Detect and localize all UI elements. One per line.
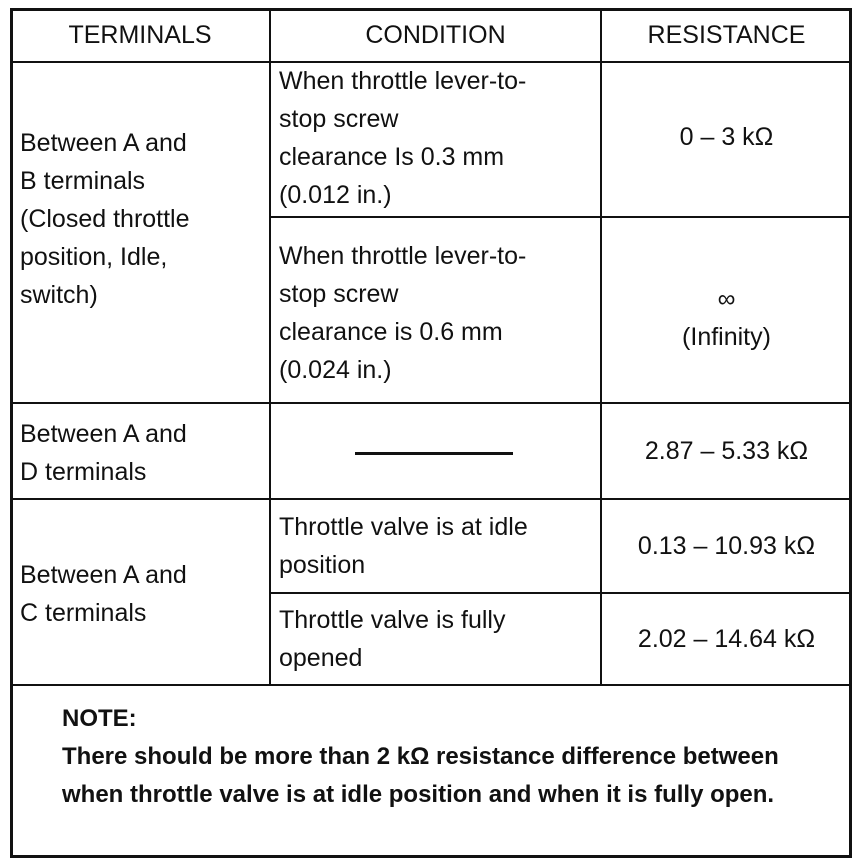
row1b-condition-line: stop screw — [279, 280, 399, 308]
col1-rule — [269, 8, 271, 685]
header-resistance: RESISTANCE — [647, 21, 806, 49]
row1b-condition-line: clearance is 0.6 mm — [279, 318, 503, 346]
row1a-condition-line: stop screw — [279, 105, 399, 133]
row1a-condition-line: When throttle lever-to- — [279, 67, 527, 95]
row3a-condition-line: Throttle valve is at idle — [279, 513, 528, 541]
row1b-condition-line: (0.024 in.) — [279, 356, 392, 384]
note-text: There should be more than 2 kΩ resistance difference between when throttle valve is at idle position and when it is fully open. — [62, 743, 779, 808]
row1b-resistance-text: (Infinity) — [682, 323, 771, 351]
row1-terminals-line: position, Idle, — [20, 243, 168, 271]
row3-terminals-line: C terminals — [20, 599, 147, 627]
row2-condition-dash — [355, 452, 513, 455]
header-condition: CONDITION — [365, 21, 506, 49]
header-terminals: TERMINALS — [68, 21, 212, 49]
row1a-condition-line: clearance Is 0.3 mm — [279, 143, 505, 171]
row3b-resistance: 2.02 – 14.64 kΩ — [637, 625, 816, 653]
table-bottom-rule — [10, 684, 852, 686]
row3a-resistance: 0.13 – 10.93 kΩ — [637, 532, 816, 560]
row1b-resistance-symbol: ∞ — [717, 285, 736, 313]
row1-terminals-line: Between A and — [20, 129, 187, 157]
row2-rule — [10, 498, 852, 500]
row3-terminals-line: Between A and — [20, 561, 187, 589]
row3a-condition-line: position — [279, 551, 366, 579]
row1a-condition-line: (0.012 in.) — [279, 181, 392, 209]
row3-sub-rule — [270, 592, 852, 594]
row1-terminals-line: B terminals — [20, 167, 146, 195]
row2-terminals-line: D terminals — [20, 458, 147, 486]
row3b-condition-line: Throttle valve is fully — [279, 606, 506, 634]
row1b-condition-line: When throttle lever-to- — [279, 242, 527, 270]
row2-resistance: 2.87 – 5.33 kΩ — [644, 437, 809, 465]
row1a-resistance: 0 – 3 kΩ — [679, 123, 774, 151]
row1-terminals-line: switch) — [20, 281, 98, 309]
note-title: NOTE: — [62, 705, 137, 732]
row1-rule — [10, 402, 852, 404]
row1-sub-rule — [270, 216, 852, 218]
row2-terminals-line: Between A and — [20, 420, 187, 448]
row1-terminals-line: (Closed throttle — [20, 205, 190, 233]
row3b-condition-line: opened — [279, 644, 363, 672]
